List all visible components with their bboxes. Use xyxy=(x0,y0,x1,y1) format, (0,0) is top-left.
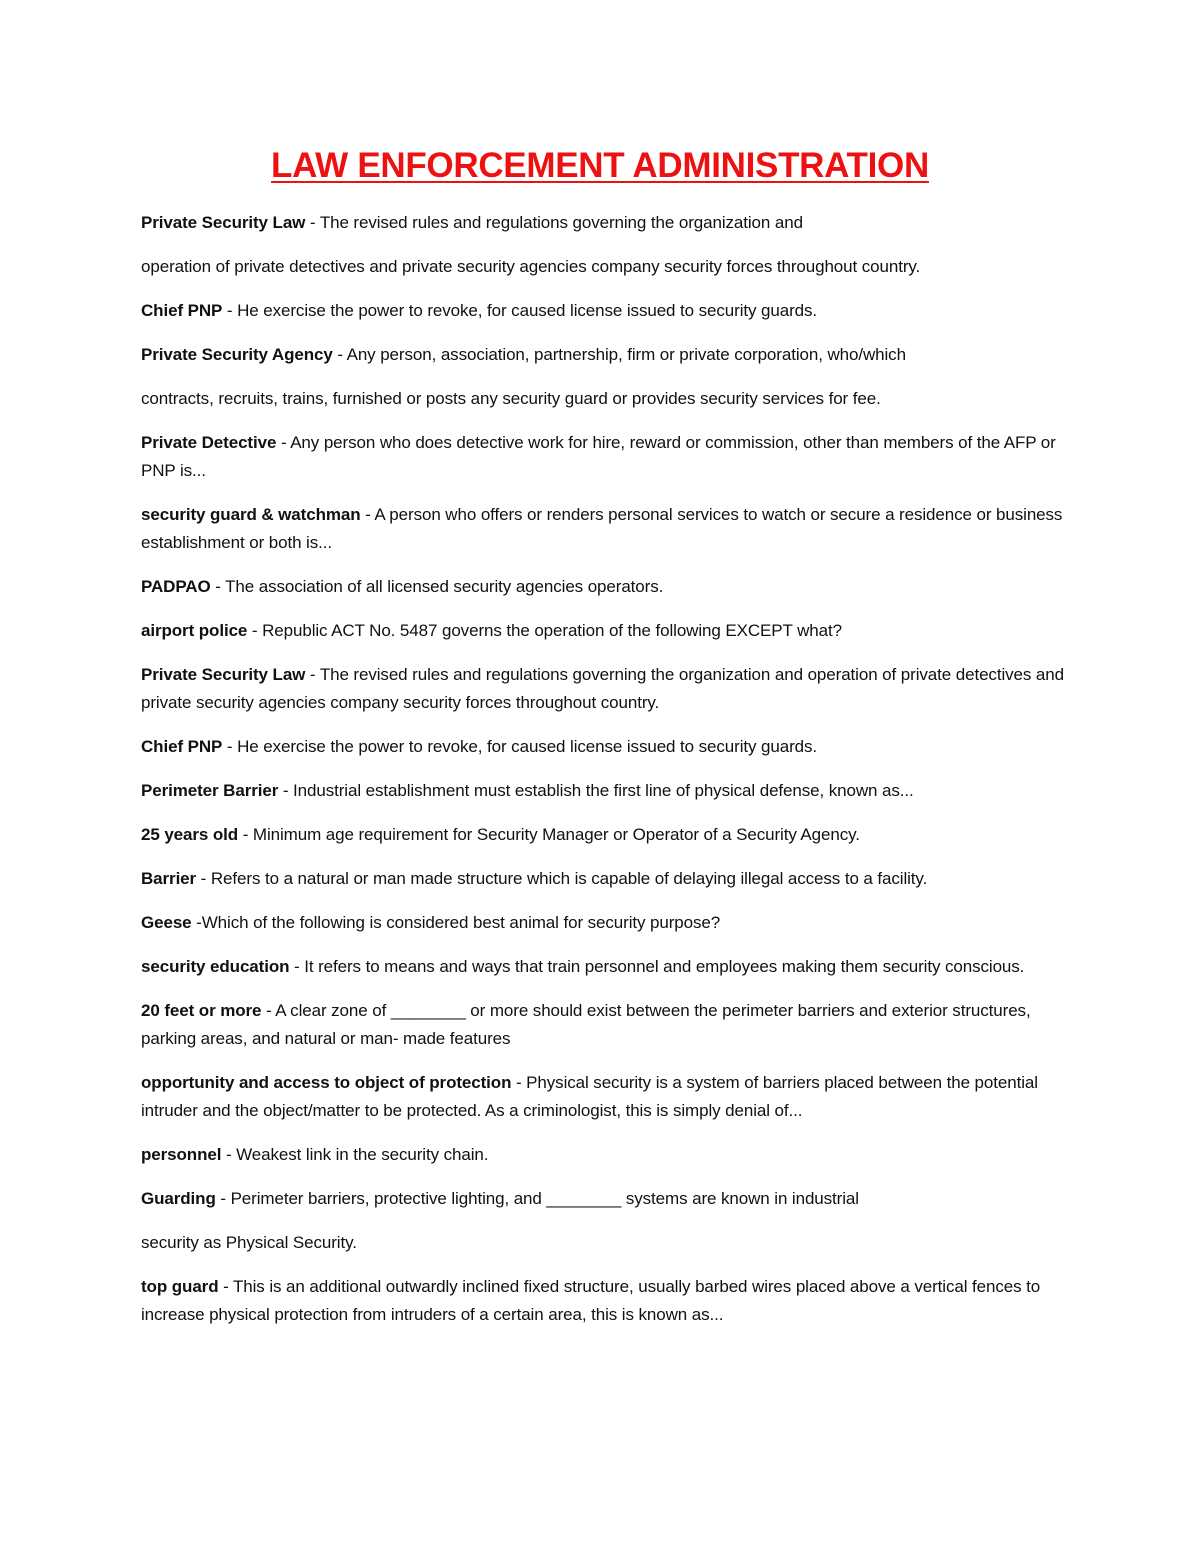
entry-term: Private Detective xyxy=(141,433,277,452)
entry-term: PADPAO xyxy=(141,577,211,596)
entry-paragraph xyxy=(141,429,1071,485)
entry-term: 20 feet or more xyxy=(141,1001,262,1020)
entry-paragraph xyxy=(141,501,1071,557)
entry-term: Barrier xyxy=(141,869,197,888)
entry-text: operation of private detectives and private security agencies company security forces throughout country. xyxy=(141,257,921,276)
entry-term: Private Security Law xyxy=(141,213,306,232)
entry-paragraph xyxy=(141,909,1071,937)
entry-text: -Which of the following is considered best animal for security purpose? xyxy=(191,913,721,932)
entry-paragraph xyxy=(141,341,1071,369)
entry-text: - Any person who does detective work for hire, reward or commission, other than members of the AFP or PNP is... xyxy=(141,433,1056,480)
entry-term: Perimeter Barrier xyxy=(141,781,279,800)
entry-term: Geese xyxy=(141,913,192,932)
entry-term: Chief PNP xyxy=(141,737,223,756)
entry-term: security education xyxy=(141,957,290,976)
entry-text: - Perimeter barriers, protective lighting, and ________ systems are known in industrial xyxy=(215,1189,859,1208)
entry-paragraph xyxy=(141,1273,1071,1329)
entry-term: Guarding xyxy=(141,1189,216,1208)
document-body xyxy=(141,209,1071,1329)
entry-text: security as Physical Security. xyxy=(141,1233,357,1252)
entry-text: - Republic ACT No. 5487 governs the operation of the following EXCEPT what? xyxy=(247,621,842,640)
entry-text: - This is an additional outwardly inclined fixed structure, usually barbed wires placed above a vertical fences to increase physical protection from intruders of a certain area, this is known as... xyxy=(141,1277,1041,1324)
entry-paragraph xyxy=(141,253,1071,281)
entry-term: personnel xyxy=(141,1145,222,1164)
entry-term: opportunity and access to object of protection xyxy=(141,1073,512,1092)
entry-text: contracts, recruits, trains, furnished or posts any security guard or provides security services for fee. xyxy=(141,389,881,408)
entry-paragraph xyxy=(141,1069,1071,1125)
entry-text: - The revised rules and regulations governing the organization and operation of private detectives and private security agencies company security forces throughout country. xyxy=(141,665,1064,712)
entry-paragraph xyxy=(141,209,1071,237)
entry-text: - He exercise the power to revoke, for caused license issued to security guards. xyxy=(222,301,818,320)
entry-paragraph xyxy=(141,865,1071,893)
entry-paragraph xyxy=(141,953,1071,981)
entry-term: security guard & watchman xyxy=(141,505,361,524)
entry-text: - A person who offers or renders personal services to watch or secure a residence or business establishment or both is... xyxy=(141,505,1063,552)
entry-paragraph xyxy=(141,573,1071,601)
entry-text: - Physical security is a system of barriers placed between the potential intruder and the object/matter to be protected. As a criminologist, this is simply denial of... xyxy=(141,1073,1038,1120)
entry-paragraph xyxy=(141,617,1071,645)
entry-paragraph xyxy=(141,733,1071,761)
entry-paragraph xyxy=(141,777,1071,805)
entry-term: Private Security Agency xyxy=(141,345,333,364)
entry-paragraph xyxy=(141,1185,1071,1213)
entry-paragraph xyxy=(141,661,1071,717)
entry-text: - A clear zone of ________ or more should exist between the perimeter barriers and exterior structures, parking areas, and natural or man- made features xyxy=(141,1001,1031,1048)
entry-paragraph xyxy=(141,297,1071,325)
entry-text: - Weakest link in the security chain. xyxy=(221,1145,489,1164)
entry-paragraph xyxy=(141,821,1071,849)
entry-text: - The association of all licensed security agencies operators. xyxy=(210,577,664,596)
entry-text: - Industrial establishment must establish the first line of physical defense, known as... xyxy=(278,781,914,800)
entry-term: top guard xyxy=(141,1277,219,1296)
entry-text: - The revised rules and regulations governing the organization and xyxy=(305,213,803,232)
entry-paragraph xyxy=(141,997,1071,1053)
entry-term: airport police xyxy=(141,621,248,640)
entry-term: Chief PNP xyxy=(141,301,223,320)
entry-paragraph xyxy=(141,1229,1071,1257)
entry-term: 25 years old xyxy=(141,825,239,844)
entry-paragraph xyxy=(141,1141,1071,1169)
entry-text: - Any person, association, partnership, firm or private corporation, who/which xyxy=(332,345,906,364)
entry-text: - Minimum age requirement for Security Manager or Operator of a Security Agency. xyxy=(238,825,860,844)
entry-text: - It refers to means and ways that train personnel and employees making them security conscious. xyxy=(289,957,1025,976)
entry-text: - Refers to a natural or man made structure which is capable of delaying illegal access to a facility. xyxy=(196,869,928,888)
entry-paragraph xyxy=(141,385,1071,413)
entry-term: Private Security Law xyxy=(141,665,306,684)
page-title: LAW ENFORCEMENT ADMINISTRATION xyxy=(271,146,929,185)
entry-text: - He exercise the power to revoke, for caused license issued to security guards. xyxy=(222,737,818,756)
